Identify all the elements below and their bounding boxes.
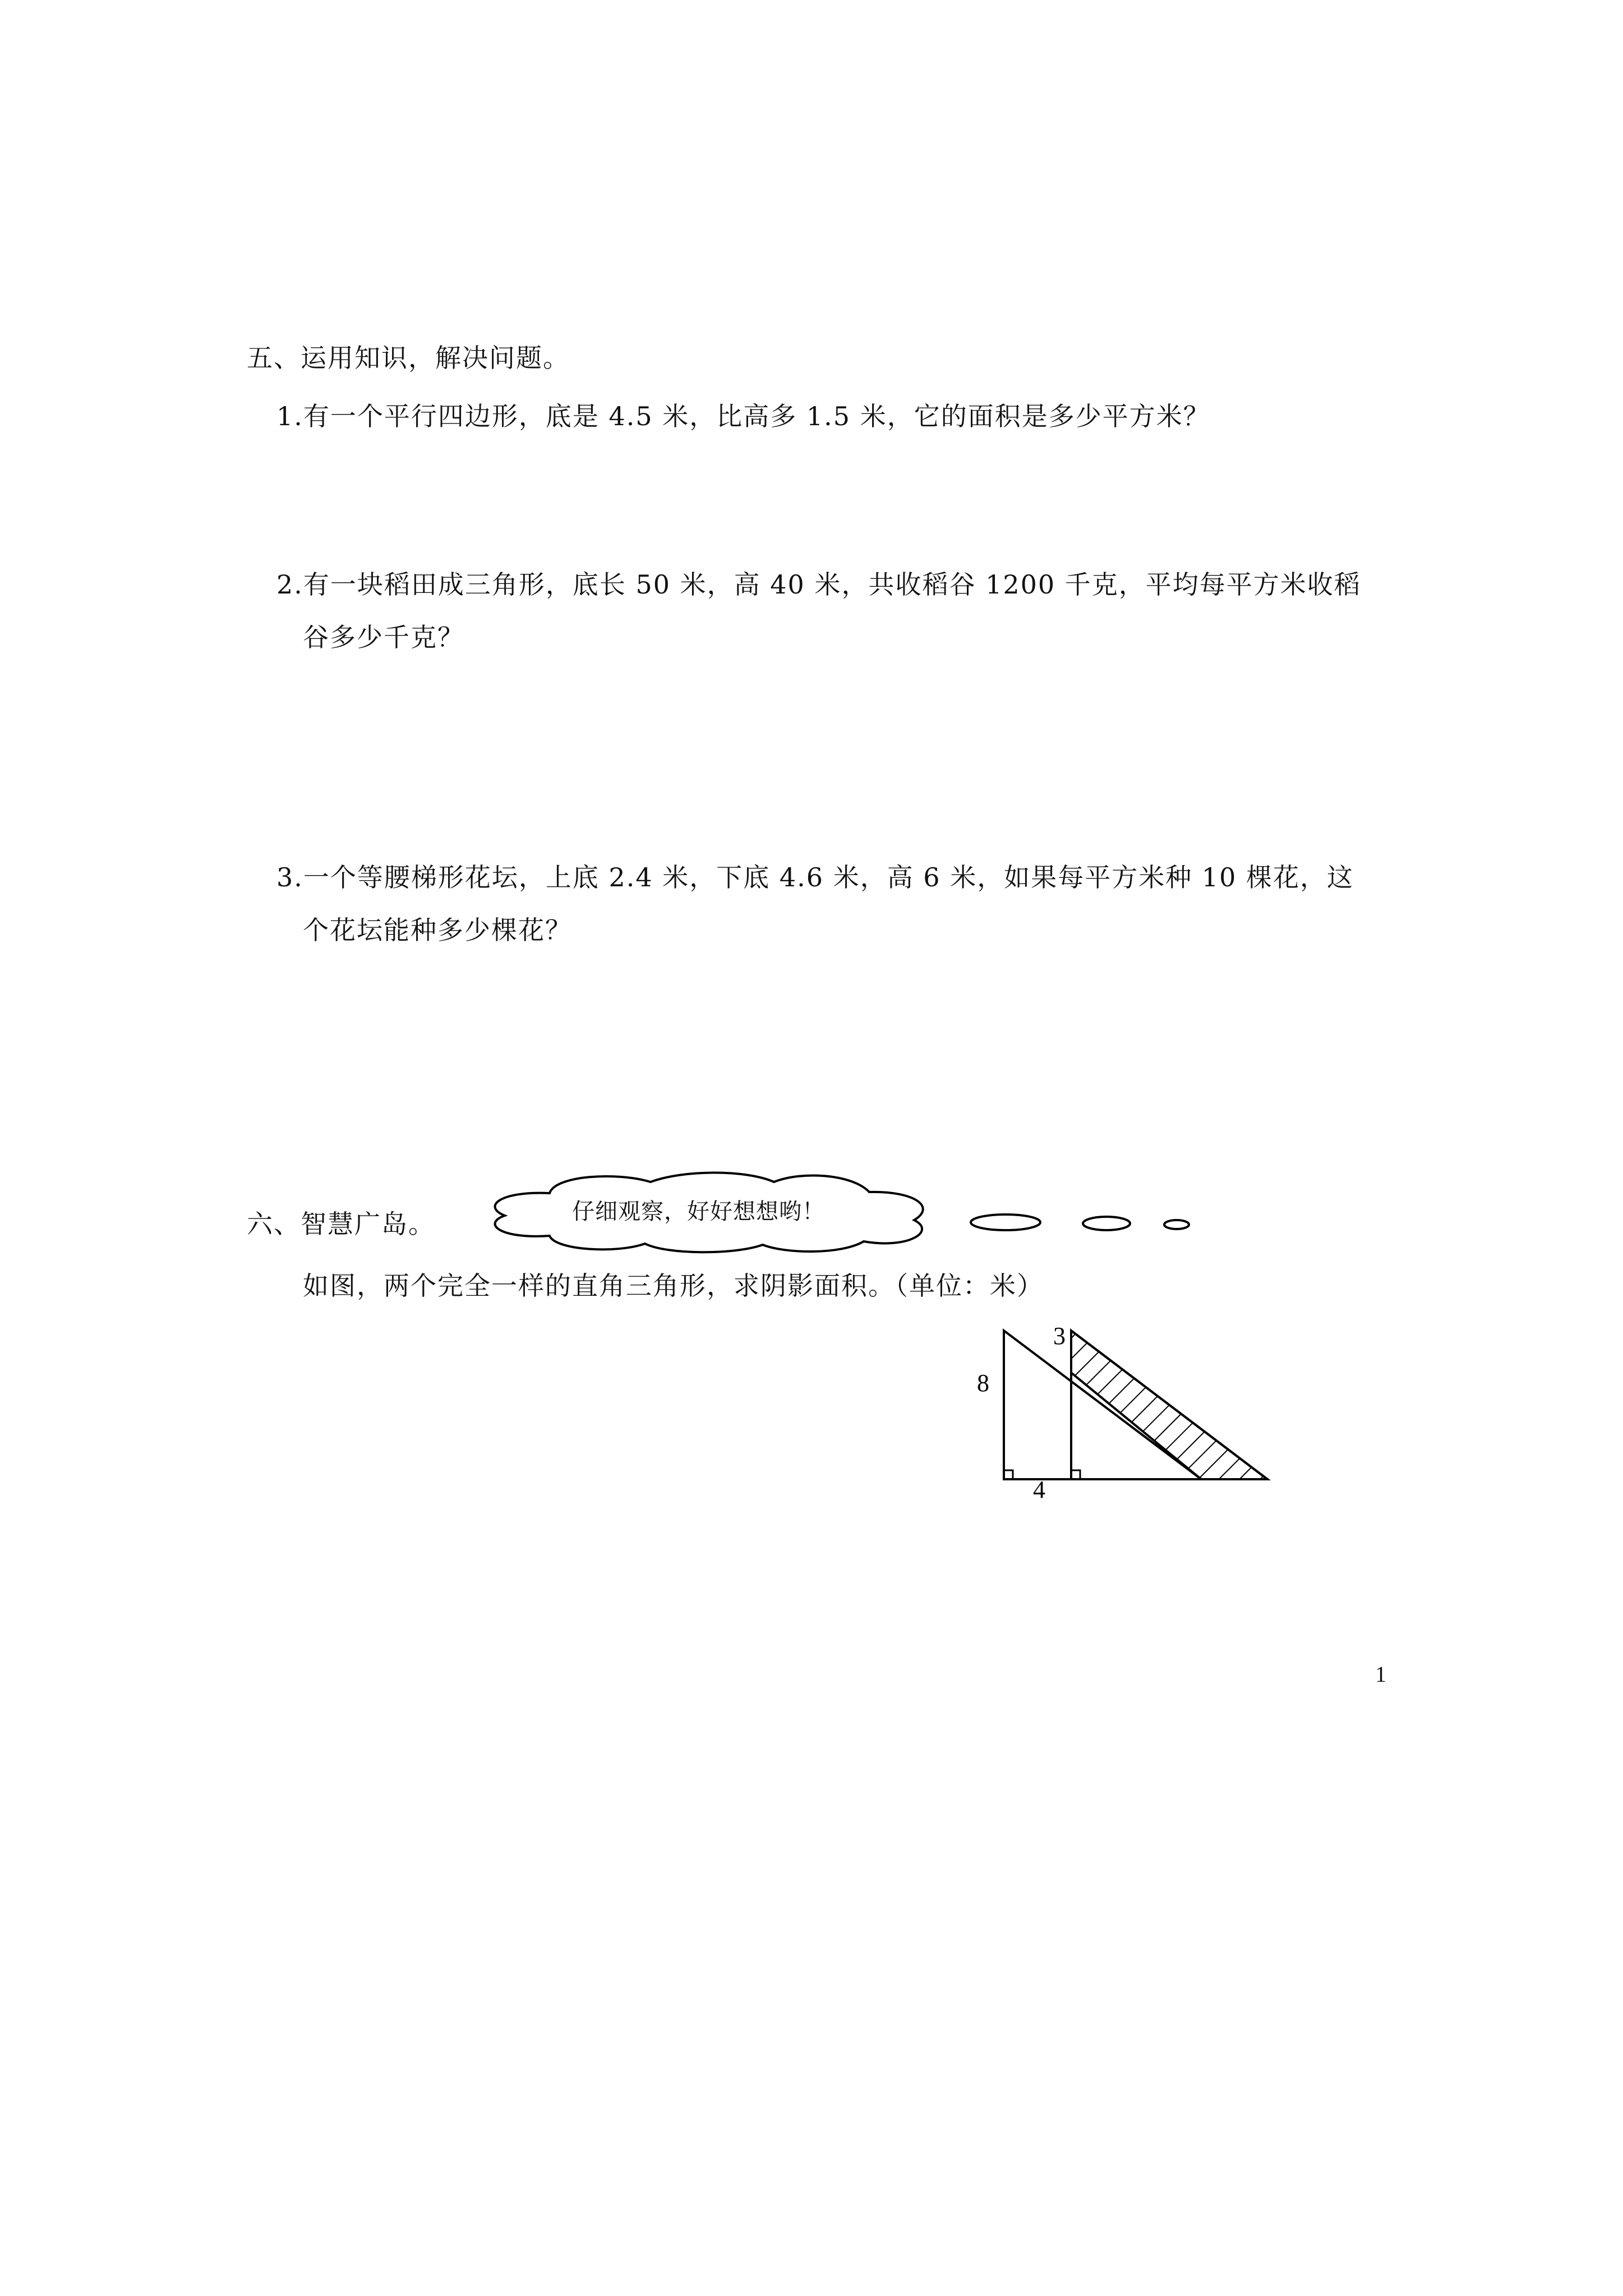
right-angle-marker-left xyxy=(1004,1470,1013,1479)
right-triangle xyxy=(1071,1331,1267,1479)
left-triangle xyxy=(1004,1331,1201,1479)
label-base: 4 xyxy=(1033,1476,1045,1503)
label-top: 3 xyxy=(1053,1322,1066,1350)
question-2-line-1: 2.有一块稻田成三角形，底长 50 米，高 40 米，共收稻谷 1200 千克，平均每平方米收稻 xyxy=(276,569,1361,600)
section6-question: 如图，两个完全一样的直角三角形，求阴影面积。（单位：米） xyxy=(303,1271,1044,1301)
question-3-line-2: 个花坛能种多少棵花？ xyxy=(303,915,572,945)
question-3-line-1: 3.一个等腰梯形花坛，上底 2.4 米，下底 4.6 米，高 6 米，如果每平方米种 10 棵花，这 xyxy=(276,862,1354,892)
triangle-figure xyxy=(931,1313,1301,1537)
page-number: 1 xyxy=(1375,1662,1386,1687)
bubble-text: 仔细观察，好好想想哟！ xyxy=(572,1199,825,1225)
label-height: 8 xyxy=(977,1369,989,1397)
right-angle-marker-right xyxy=(1071,1470,1080,1479)
question-2-line-2: 谷多少千克？ xyxy=(303,622,464,652)
question-1: 1.有一个平行四边形，底是 4.5 米，比高多 1.5 米，它的面积是多少平方米？ xyxy=(276,401,1210,431)
section6-title: 六、智慧广岛。 xyxy=(247,1209,435,1239)
section5-title: 五、运用知识，解决问题。 xyxy=(247,343,570,373)
